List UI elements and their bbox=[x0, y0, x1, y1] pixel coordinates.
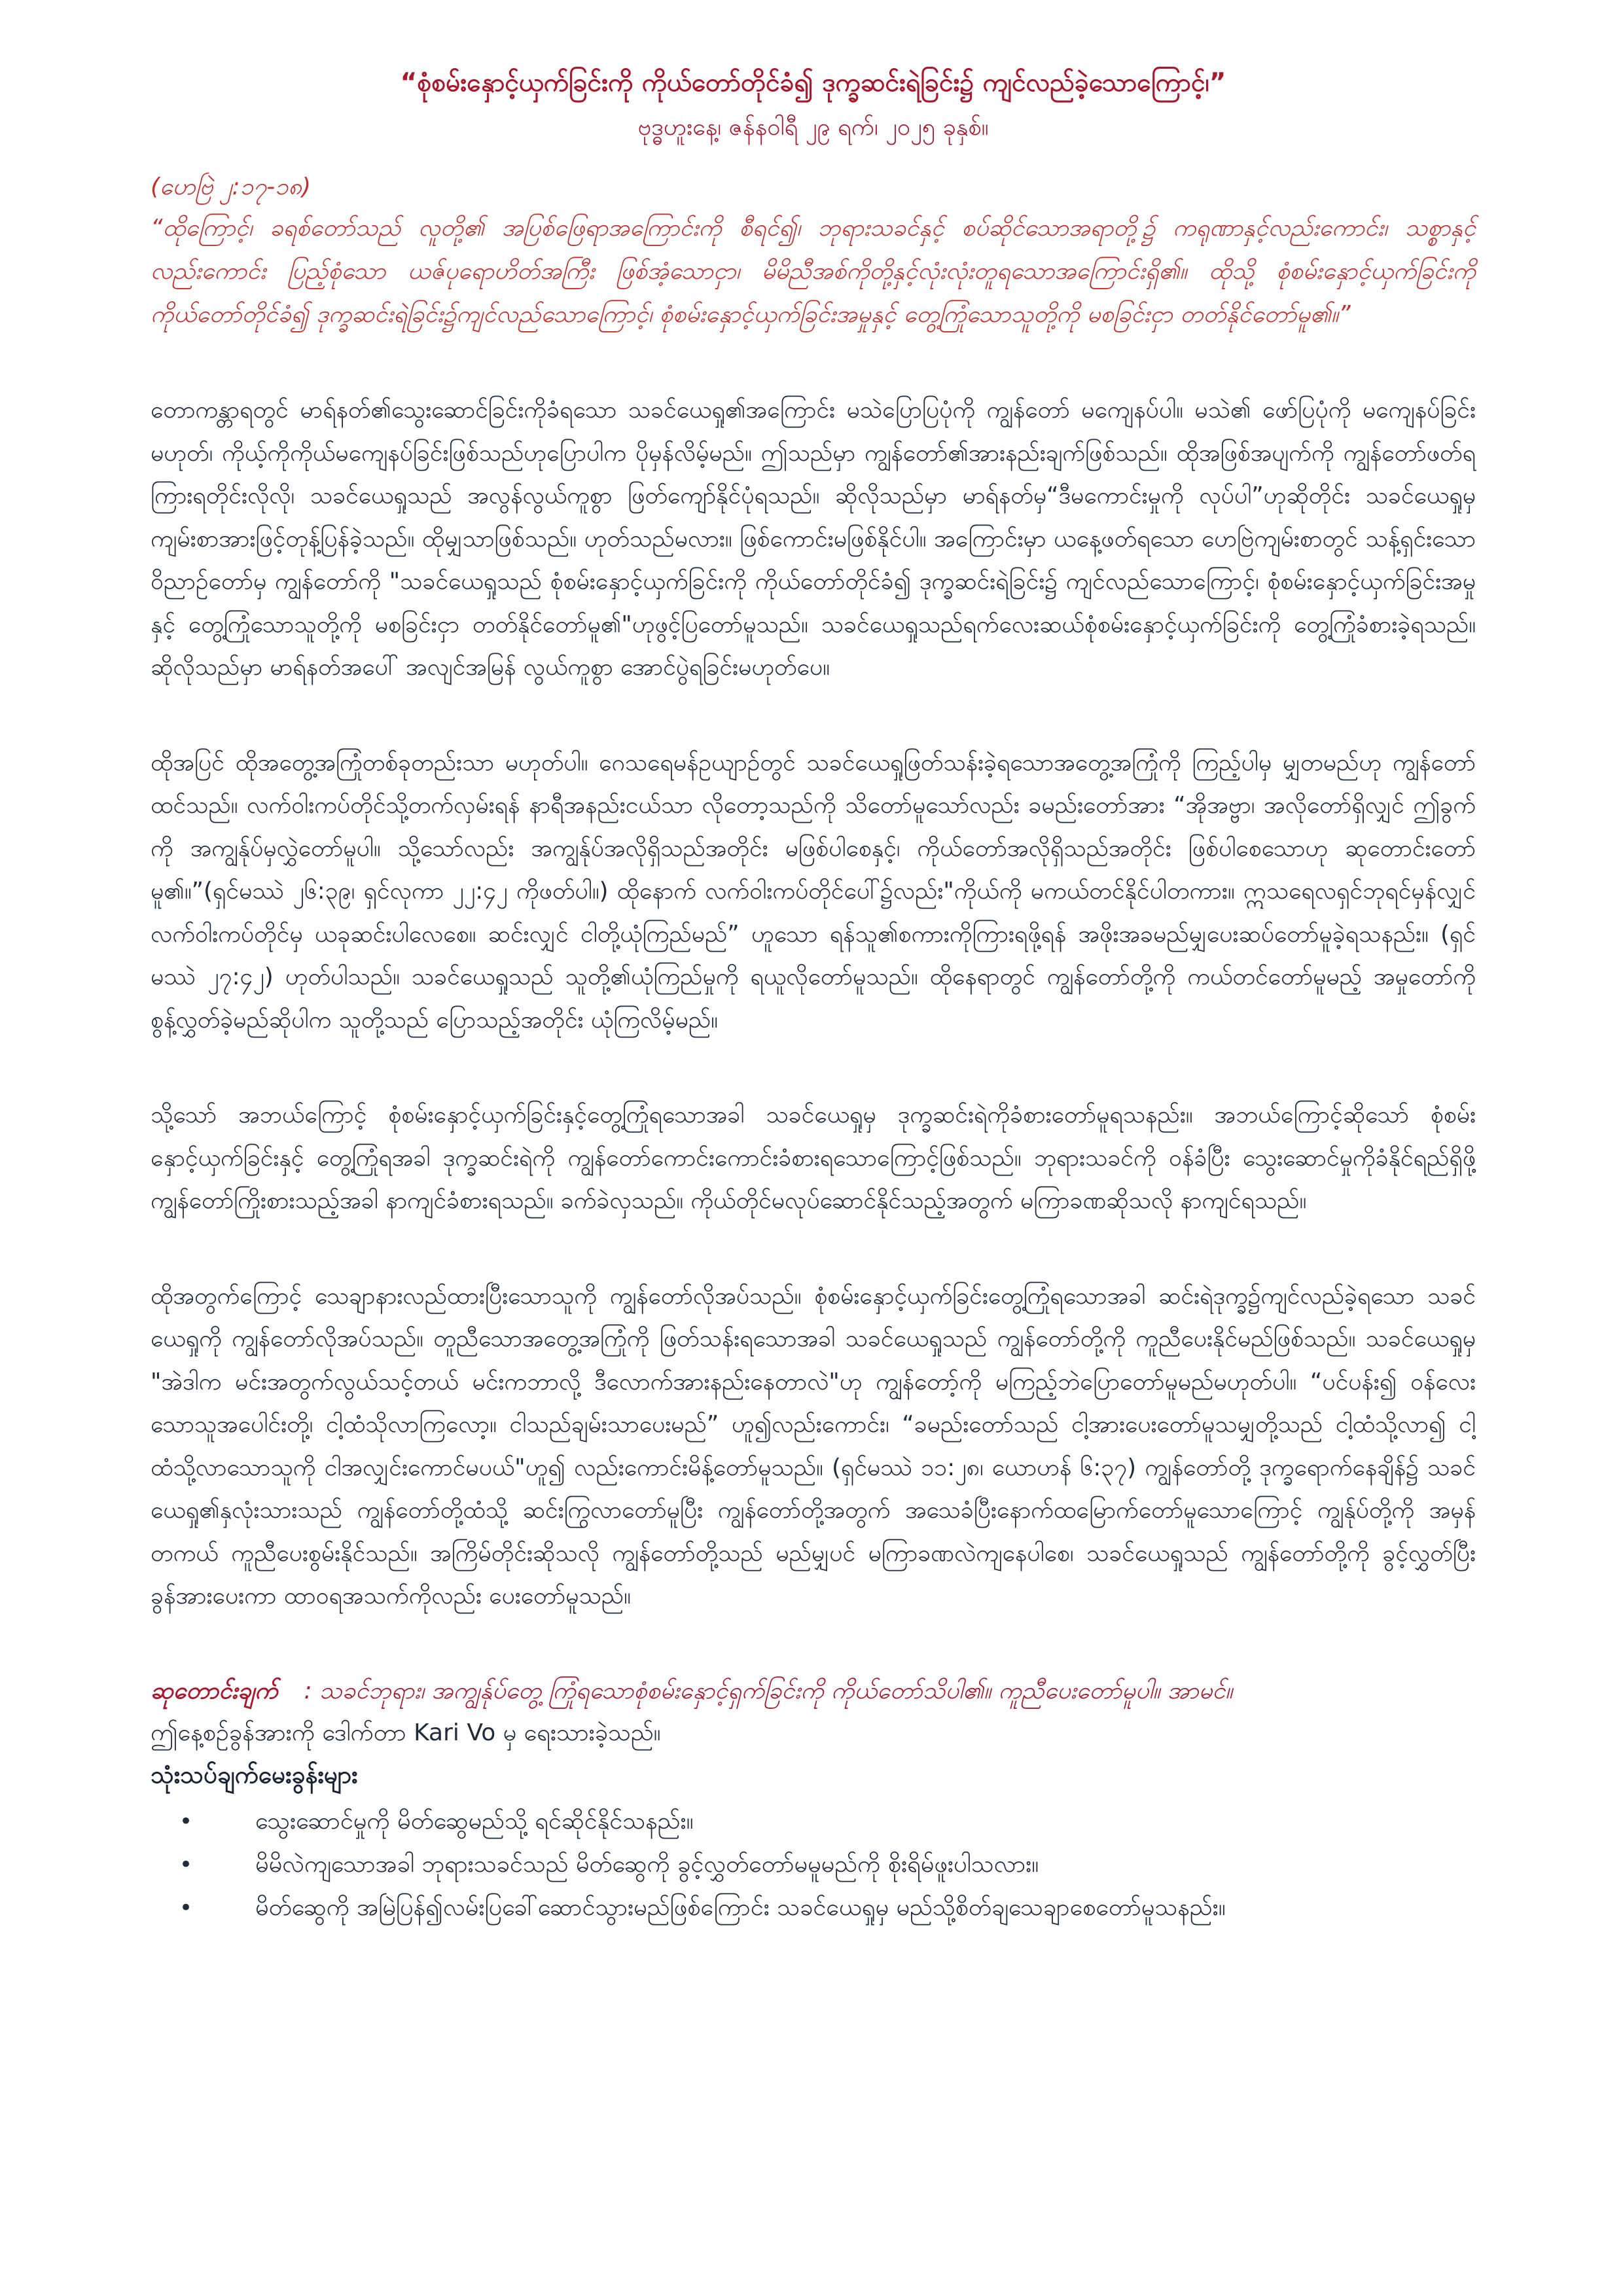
body-paragraph-1: တောကန္တာရတွင် မာရ်နတ်၏သွေးဆောင်ခြင်းကိုခံရသော သခင်ယေရှု၏အကြောင်း မသဲပြောပြပုံကို ကျွန်တော် မကျေနပ်ပါ။ မသဲ၏ ဖော်ပြပုံကို မကျေနပ်ခြင်းမဟုတ်၊ ကိုယ့်ကိုကိုယ်မကျေနပ်ခြင်းဖြစ်သည်ဟုပြောပါက ပိုမှန်လိမ့်မည်။ ဤသည်မှာ ကျွန်တော်၏အားနည်းချက်ဖြစ်သည်။ ထိုအဖြစ်အပျက်ကို ကျွန်တော်ဖတ်ရကြားရတိုင်းလိုလို၊ သခင်ယေရှုသည် အလွန်လွယ်ကူစွာ ဖြတ်ကျော်နိုင်ပုံရသည်။ ဆိုလိုသည်မှာ မာရ်နတ်မှ“ဒီမကောင်းမှုကို လုပ်ပါ”ဟုဆိုတိုင်း သခင်ယေရှုမှ ကျမ်းစာအားဖြင့်တုန့်ပြန်ခဲ့သည်။ ထိုမျှသာဖြစ်သည်။ ဟုတ်သည်မလား။ ဖြစ်ကောင်းမဖြစ်နိုင်ပါ။ အကြောင်းမှာ ယနေ့ဖတ်ရသော ဟေဗြဲကျမ်းစာတွင် သန့်ရှင်းသောဝိညာဉ်တော်မှ ကျွန်တော်ကို "သခင်ယေရှုသည် စုံစမ်းနှောင့်ယှက်ခြင်းကို ကိုယ်တော်တိုင်ခံ၍ ဒုက္ခဆင်းရဲခြင်း၌ ကျင်လည်သောကြောင့်၊ စုံစမ်းနှောင့်ယှက်ခြင်းအမှုနှင့် တွေ့ကြုံသောသူတို့ကို မစခြင်းငှာ တတ်နိုင်တော်မူ၏"ဟုဖွင့်ပြတော်မူသည်။ သခင်ယေရှုသည်ရက်လေးဆယ်စုံစမ်းနှောင့်ယှက်ခြင်းကို တွေ့ကြုံခံစားခဲ့ရသည်။ ဆိုလိုသည်မှာ မာရ်နတ်အပေါ် အလျင်အမြန် လွယ်ကူစွာ အောင်ပွဲရခြင်းမဟုတ်ပေ။ bbox=[151, 397, 1476, 681]
page-title: “စုံစမ်းနှောင့်ယှက်ခြင်းကို ကိုယ်တော်တိုင်ခံ၍ ဒုက္ခဆင်းရဲခြင်း၌ ကျင်လည်ခဲ့သောကြောင့်၊” bbox=[400, 68, 1226, 98]
scripture-quote: “ထိုကြောင့်၊ ခရစ်တော်သည် လူတို့၏ အပြစ်ဖြေရာအကြောင်းကို စီရင်၍၊ ဘုရားသခင်နှင့် စပ်ဆိုင်သောအရာတို့၌ ကရုဏာနှင့်လည်းကောင်း၊ သစ္စာနှင့်လည်းကောင်း ပြည့်စုံသော ယဇ်ပုရောဟိတ်အကြီး ဖြစ်အံ့သောငှာ၊ မိမိညီအစ်ကိုတို့နှင့်လုံးလုံးတူရသောအကြောင်းရှိ၏။ ထိုသို့ စုံစမ်းနှောင့်ယှက်ခြင်းကို ကိုယ်တော်တိုင်ခံ၍ ဒုက္ခဆင်းရဲခြင်း၌ကျင်လည်သောကြောင့်၊ စုံစမ်းနှောင့်ယှက်ခြင်းအမှုနှင့် တွေ့ကြုံသောသူတို့ကို မစခြင်းငှာ တတ်နိုင်တော်မူ၏။” bbox=[151, 215, 1476, 328]
date-line: ဗုဒ္ဓဟူးနေ့၊ ဇန်နဝါရီ ၂၉ ရက်၊ ၂၀၂၅ ခုနှစ်။ bbox=[637, 114, 989, 141]
scripture-reference: (ဟေဗြဲ ၂:၁၇-၁၈) bbox=[151, 173, 312, 200]
question-text: မိတ်ဆွေကို အမြဲပြန်၍လမ်းပြခေါ်ဆောင်သွားမည်ဖြစ်ကြောင်း သခင်ယေရှုမှ မည်သို့စိတ်ချသေချာစေတော်မူသနည်း။ bbox=[255, 1893, 1226, 1921]
question-text: သွေးဆောင်မှုကို မိတ်ဆွေမည်သို့ ရင်ဆိုင်နိုင်သနည်း။ bbox=[255, 1807, 694, 1835]
body-paragraph-4: ထိုအတွက်ကြောင့် သေချာနားလည်ထားပြီးသောသူကို ကျွန်တော်လိုအပ်သည်။ စုံစမ်းနှောင့်ယှက်ခြင်းတွေ့ကြုံရသောအခါ ဆင်းရဲဒုက္ခ၌ကျင်လည်ခဲ့ရသော သခင်ယေရှုကို ကျွန်တော်လိုအပ်သည်။ တူညီသောအတွေ့အကြုံကို ဖြတ်သန်းရသောအခါ သခင်ယေရှုသည် ကျွန်တော်တို့ကို ကူညီပေးနိုင်မည်ဖြစ်သည်။ သခင်ယေရှုမှ "အဲဒါက မင်းအတွက်လွယ်သင့်တယ် မင်းကဘာလို့ ဒီလောက်အားနည်းနေတာလဲ"ဟု ကျွန်တော့်ကို မကြည့်ဘဲပြောတော်မူမည်မဟုတ်ပါ။ “ပင်ပန်း၍ ဝန်လေးသောသူအပေါင်းတို့၊ ငါ့ထံသိုလာကြလော့။ ငါသည်ချမ်းသာပေးမည်” ဟူ၍လည်းကောင်း၊ “ခမည်းတော်သည် ငါ့အားပေးတော်မူသမျှတို့သည် ငါ့ထံသို့လာ၍ ငါ့ထံသို့လာသောသူကို ငါအလျှင်းကောင်မပယ်"ဟူ၍ လည်းကောင်းမိန့်တော်မူသည်။ (ရှင်မဿဲ ၁၁:၂၈၊ ယောဟန် ၆:၃၇) ကျွန်တော်တို့ ဒုက္ခရောက်နေချိန်၌ သခင်ယေရှု၏နှလုံးသားသည် ကျွန်တော်တို့ထံသို့ ဆင်းကြွလာတော်မူပြီး ကျွန်တော်တို့အတွက် အသေခံပြီးနောက်ထမြောက်တော်မူသောကြောင့် ကျွန်ုပ်တို့ကို အမှန်တကယ် ကူညီပေးစွမ်းနိုင်သည်။ အကြိမ်တိုင်းဆိုသလို ကျွန်တော်တို့သည် မည်မျှပင် မကြာခဏလဲကျနေပါစေ၊ သခင်ယေရှုသည် ကျွန်တော်တို့ကို ခွင့်လွှတ်ပြီး ခွန်အားပေးကာ ထာဝရအသက်ကိုလည်း ပေးတော်မူသည်။ bbox=[151, 1282, 1476, 1609]
question-text: မိမိလဲကျသောအခါ ဘုရားသခင်သည် မိတ်ဆွေကို ခွင့်လွှတ်တော်မမူမည်ကို စိုးရိမ်ဖူးပါသလား။ bbox=[255, 1850, 1039, 1878]
questions-heading: သုံးသပ်ချက်မေးခွန်းများ bbox=[151, 1760, 358, 1789]
questions-list bbox=[151, 1800, 1476, 1929]
bullet-icon: • bbox=[179, 1808, 193, 1835]
prayer-line bbox=[151, 1670, 1476, 1712]
body-paragraph-3: သို့သော် အဘယ်ကြောင့် စုံစမ်းနှောင့်ယှက်ခြင်းနှင့်တွေ့ကြုံရသောအခါ သခင်ယေရှုမှ ဒုက္ခဆင်းရဲကိုခံစားတော်မူရသနည်း။ အဘယ်ကြောင့်ဆိုသော် စုံစမ်းနှောင့်ယှက်ခြင်းနှင့် တွေ့ကြုံရအခါ ဒုက္ခဆင်းရဲကို ကျွန်တော်ကောင်းကောင်းခံစားရသောကြောင့်ဖြစ်သည်။ ဘုရားသခင်ကို ဝန်ခံပြီး သွေးဆောင်မှုကိုခံနိုင်ရည်ရှိဖို့ ကျွန်တော်ကြိုးစားသည့်အခါ နာကျင်ခံစားရသည်။ ခက်ခဲလှသည်။ ကိုယ်တိုင်မလုပ်ဆောင်နိုင်သည့်အတွက် မကြာခဏဆိုသလို နာကျင်ရသည်။ bbox=[151, 1102, 1476, 1214]
list-item bbox=[151, 1843, 1476, 1886]
list-item bbox=[151, 1800, 1476, 1843]
prayer-label: ဆုတောင်းချက် bbox=[151, 1677, 278, 1704]
author-line: ဤနေ့စဉ်ခွန်အားကို ဒေါက်တာ Kari Vo မှ ရေးသားခဲ့သည်။ bbox=[151, 1719, 661, 1746]
body-paragraph-2: ထိုအပြင် ထိုအတွေ့အကြုံတစ်ခုတည်းသာ မဟုတ်ပါ။ ဂေသရေမန်ဥယျာဉ်တွင် သခင်ယေရှုဖြတ်သန်းခဲ့ရသောအတွေ့အကြုံကို ကြည့်ပါမှ မျှတမည်ဟု ကျွန်တော်ထင်သည်။ လက်ဝါးကပ်တိုင်သို့တက်လှမ်းရန် နာရီအနည်းငယ်သာ လိုတော့သည်ကို သိတော်မူသော်လည်း ခမည်းတော်အား “အိုအဗ္ဗာ၊ အလိုတော်ရှိလျှင် ဤခွက်ကို အကျွန်ုပ်မှလွှဲတော်မူပါ။ သို့သော်လည်း အကျွန်ုပ်အလိုရှိသည်အတိုင်း မဖြစ်ပါစေနှင့်၊ ကိုယ်တော်အလိုရှိသည်အတိုင်း ဖြစ်ပါစေသောဟု ဆုတောင်းတော်မူ၏။”(ရှင်မဿဲ ၂၆:၃၉၊ ရှင်လုကာ ၂၂:၄၂ ကိုဖတ်ပါ။) ထိုနောက် လက်ဝါးကပ်တိုင်ပေါ်၌လည်း"ကိုယ်ကို မကယ်တင်နိုင်ပါတကား။ ဣသရေလရှင်ဘုရင်မှန်လျှင် လက်ဝါးကပ်တိုင်မှ ယခုဆင်းပါလေစေ။ ဆင်းလျှင် ငါတို့ယုံကြည်မည်” ဟူသော ရန်သူ၏စကားကိုကြားရဖို့ရန် အဖိုးအခမည်မျှပေးဆပ်တော်မူခဲ့ရသနည်း။ (ရှင်မဿဲ ၂၇:၄၂) ဟုတ်ပါသည်။ သခင်ယေရှုသည် သူတို့၏ယုံကြည်မှုကို ရယူလိုတော်မူသည်။ ထိုနေရာတွင် ကျွန်တော်တို့ကို ကယ်တင်တော်မူမည့် အမှုတော်ကို စွန့်လွှတ်ခဲ့မည်ဆိုပါက သူတို့သည် ပြောသည့်အတိုင်း ယုံကြလိမ့်မည်။ bbox=[151, 749, 1476, 1033]
bullet-icon: • bbox=[179, 1894, 193, 1921]
bullet-icon: • bbox=[179, 1851, 193, 1878]
list-item bbox=[151, 1886, 1476, 1929]
prayer-text: : သခင်ဘုရား၊ အကျွန်ုပ်တွေ့ ကြုံရသောစုံစမ်းနှောင့်ရှက်ခြင်းကို ကိုယ်တော်သိပါ၏။ ကူညီပေးတော်မူပါ။ အာမင်။ bbox=[304, 1677, 1233, 1704]
